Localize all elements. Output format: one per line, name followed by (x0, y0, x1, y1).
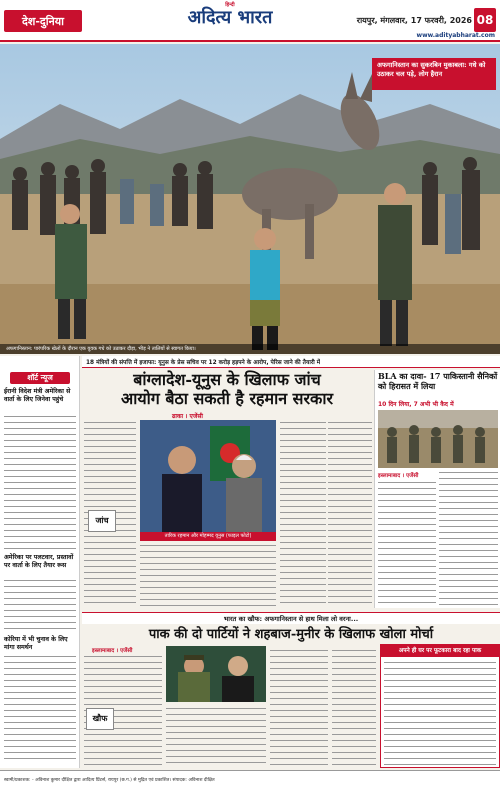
bangladesh-story (82, 370, 372, 608)
logo-main: अदित्य भारत (187, 7, 273, 28)
page-number: 08 (474, 8, 496, 32)
newspaper-logo[interactable] (150, 2, 310, 32)
bla-byline: इस्लामाबाद । एजेंसी (378, 473, 419, 479)
bangladesh-photo (140, 420, 276, 532)
bangladesh-col-4 (328, 420, 372, 608)
leaders-photo (140, 420, 276, 532)
masthead (0, 0, 500, 42)
bangladesh-byline: ढाका । एजेंसी (172, 413, 203, 420)
soldiers-photo (378, 410, 498, 468)
short-news-1-body (4, 414, 76, 550)
short-news-2-body (4, 578, 76, 630)
pak-badge: खौफ (86, 708, 114, 730)
bla-col-1 (378, 480, 436, 606)
short-news-3-head[interactable]: कोरिया में भी चुनाव के लिए मांगा समर्थन (4, 636, 68, 651)
bla-subhead: 10 दिन लिया, 7 अभी भी कैद में (378, 401, 454, 408)
bangladesh-photo-caption: तारिक रहमान और मोहम्मद यूनुस (फाइल फोटो) (140, 532, 276, 541)
website-url[interactable]: www.adityabharat.com (416, 32, 495, 39)
date-line: रायपुर, मंगलवार, 17 फरवरी, 2026 (356, 16, 472, 25)
pak-sidebar (380, 644, 500, 768)
pak-leaders-photo (166, 646, 266, 702)
top-photo (0, 44, 500, 354)
logo-small: हिन्दी (225, 2, 235, 8)
short-news-column (0, 356, 80, 768)
pak-col-4 (332, 648, 376, 768)
pak-col-2 (166, 706, 266, 768)
section-label: देश-दुनिया (22, 14, 64, 28)
bla-headline[interactable]: BLA का दावा- 17 पाकिस्तानी सैनिकों को हिरासत में लिया (378, 371, 498, 391)
bangladesh-kicker (82, 356, 500, 368)
bangladesh-col-2 (140, 543, 276, 608)
short-news-3-body (4, 654, 76, 764)
imprint-footer (0, 770, 500, 789)
kicker-text: 18 मंत्रियों की संपत्ति में इजाफा: यूनुस के प्रेस सचिव पर 12 करोड़ हड़पने के आरोप, पेरिस जाने की तैयारी में (86, 359, 321, 366)
imprint-text: स्वामी/प्रकाशक: - अविनाश कुमार दीक्षित द्वारा आदित्य प्रिंटर्स, रायपुर (छ.ग.) से मुद्रित एवं प्रकाशित। संपादक: अविनाश दीक्षित (4, 778, 215, 783)
bangladesh-headline-2[interactable]: आयोग बैठा सकती है रहमान सरकार (120, 389, 334, 408)
afghan-game-photo (0, 44, 500, 354)
bla-col-2 (439, 470, 498, 606)
short-news-1-head[interactable]: ईरानी विदेश मंत्री अमेरिका से वार्ता के लिए जिनेवा पहुंचे (4, 388, 71, 403)
bangladesh-headline-1[interactable]: बांग्लादेश-यूनुस के खिलाफ जांच (133, 370, 321, 389)
pak-byline: इस्लामाबाद । एजेंसी (92, 648, 133, 654)
section-tag[interactable] (4, 10, 82, 32)
bla-story (374, 370, 500, 608)
bangladesh-badge: जांच (88, 510, 116, 532)
pak-col-3 (270, 648, 328, 768)
pak-sidebar-body (384, 660, 496, 766)
photo-headline-box: अफगानिस्तान का सुकरबिन मुकाबला: गधे को उठाकर चल पड़े, लोग हैरान (377, 61, 486, 78)
bangladesh-col-3 (280, 420, 326, 608)
india-pak-kicker (82, 612, 500, 624)
india-pak-kicker-text: भारत का खौफ: अफगानिस्तान से हाथ मिला लो वरना... (223, 615, 359, 623)
photo-caption: अफगानिस्तान: पारंपरिक खेलों के दौरान एक युवक गधे को उठाकर दौड़ा, भीड़ ने तालियों से स्वागत किया। (0, 344, 500, 354)
sharif-munir-photo (166, 646, 266, 702)
pak-sidebar-head[interactable]: अपने ही घर पर फूटकारा बाद रहा पाक (381, 645, 499, 657)
short-news-2-head[interactable]: अमेरिका पर पलटवार, प्रस्तावों पर वार्ता के लिए तैयार रूस (4, 554, 74, 569)
pak-story (82, 626, 500, 768)
pak-headline[interactable]: पाक की दो पार्टियों ने शहबाज-मुनीर के खिलाफ खोला मोर्चा (148, 627, 434, 642)
short-news-label: शॉर्ट न्यूज (10, 372, 70, 384)
bla-photo (378, 410, 498, 468)
